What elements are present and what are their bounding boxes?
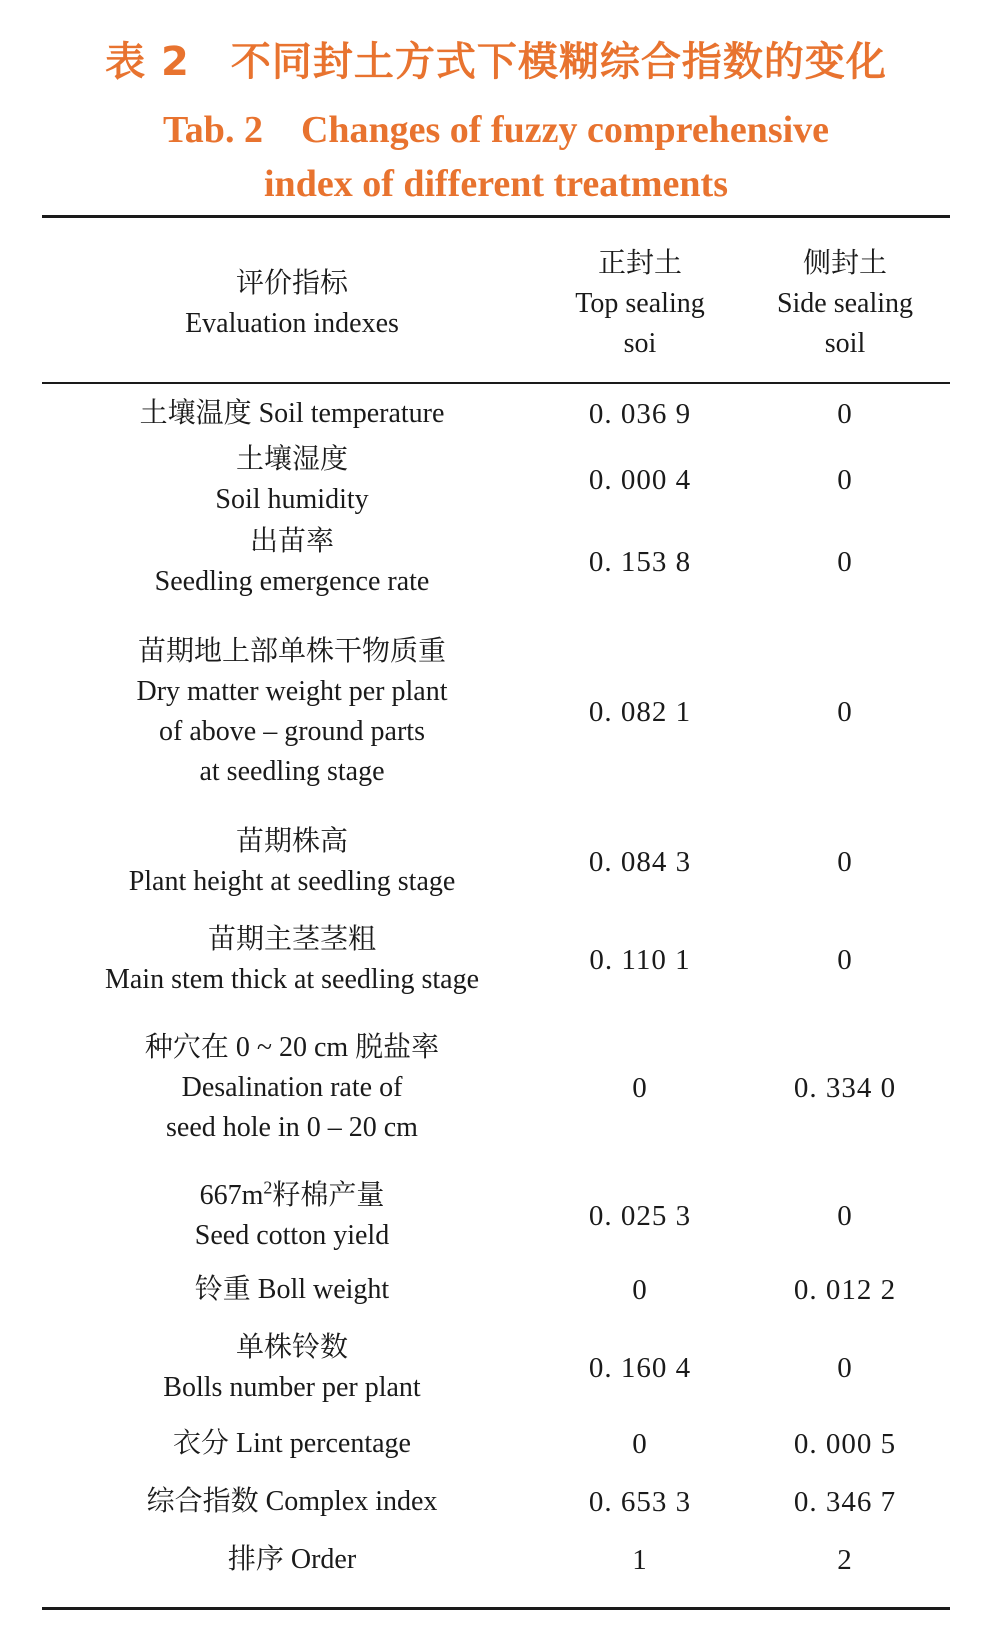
header-col2-zh: 正封土 [597, 248, 682, 279]
row-top-sealing-value: 0. 084 3 [588, 846, 692, 878]
row-top-sealing-value: 0. 082 1 [588, 696, 692, 728]
row-label-line: 衣分 Lint percentage [173, 1428, 411, 1459]
row-label-line: 单株铃数 [235, 1332, 348, 1363]
header-col3-en2: soil [824, 328, 866, 359]
row-top-sealing-value: 0. 036 9 [588, 398, 692, 430]
header-col3-zh: 侧封土 [802, 248, 887, 279]
table-row-label [42, 1176, 542, 1256]
row-label-line: seed hole in 0 – 20 cm [166, 1112, 418, 1143]
header-col1-zh: 评价指标 [235, 268, 348, 299]
row-top-sealing-value: 0 [632, 1274, 648, 1306]
row-label-line: 排序 Order [227, 1544, 357, 1575]
table-caption-english-line-2: index of different treatments [264, 163, 728, 205]
row-side-sealing-value: 0 [837, 398, 853, 430]
row-top-sealing-value: 0. 025 3 [588, 1200, 692, 1232]
row-side-sealing-value: 2 [837, 1544, 853, 1576]
row-side-sealing-value: 0 [837, 846, 853, 878]
row-label-line: 苗期地上部单株干物质重 [137, 636, 446, 667]
row-side-sealing-value: 0 [837, 944, 853, 976]
table-row-label [42, 920, 542, 1000]
row-label-line: Seedling emergence rate [154, 566, 430, 597]
table-row-label [42, 632, 542, 792]
row-label-line: 出苗率 [249, 526, 334, 557]
header-col2-en1: Top sealing [575, 288, 705, 319]
row-side-sealing-value: 0 [837, 1200, 853, 1232]
row-top-sealing-value: 0. 000 4 [588, 464, 692, 496]
row-top-sealing-value: 0. 110 1 [589, 944, 691, 976]
header-col1-en: Evaluation indexes [185, 308, 399, 339]
row-label-line: 种穴在 0 ~ 20 cm 脱盐率 [144, 1032, 440, 1063]
table-row-label [42, 522, 542, 602]
row-label-line: Soil humidity [215, 484, 369, 515]
row-label-line: 苗期主茎茎粗 [207, 924, 376, 955]
table-top-rule [42, 215, 950, 218]
row-label-area-suffix: 籽棉产量 [272, 1180, 385, 1211]
row-top-sealing-value: 0. 153 8 [588, 546, 692, 578]
row-label-line: 土壤湿度 [235, 444, 348, 475]
table-row-label [42, 1424, 542, 1464]
header-evaluation-indexes [42, 230, 542, 378]
table-row-label [42, 1482, 542, 1522]
header-top-sealing-soil [540, 230, 740, 378]
table-row-label [42, 394, 542, 434]
row-top-sealing-value: 0. 160 4 [588, 1352, 692, 1384]
table-row-label [42, 1028, 542, 1148]
row-side-sealing-value: 0 [837, 696, 853, 728]
row-label-line: 综合指数 Complex index [146, 1486, 438, 1517]
row-label-line: Desalination rate of [181, 1072, 403, 1103]
row-side-sealing-value: 0. 346 7 [793, 1486, 897, 1518]
row-top-sealing-value: 0. 653 3 [588, 1486, 692, 1518]
row-label-line: Bolls number per plant [163, 1372, 421, 1403]
table-row-label [42, 440, 542, 520]
row-label-line: Seed cotton yield [194, 1220, 390, 1251]
row-side-sealing-value: 0. 334 0 [793, 1072, 897, 1104]
header-side-sealing-soil [740, 230, 950, 378]
row-side-sealing-value: 0. 012 2 [793, 1274, 897, 1306]
row-label-line: at seedling stage [199, 756, 385, 787]
row-top-sealing-value: 1 [632, 1544, 648, 1576]
row-side-sealing-value: 0 [837, 1352, 853, 1384]
row-label-line [200, 1176, 385, 1216]
header-col3-en1: Side sealing [776, 288, 914, 319]
header-col2-en2: soi [623, 328, 657, 359]
row-side-sealing-value: 0 [837, 546, 853, 578]
row-side-sealing-value: 0 [837, 464, 853, 496]
row-label-line: 铃重 Boll weight [194, 1274, 390, 1305]
row-label-area-prefix: 667m [199, 1180, 264, 1211]
table-row-label [42, 1328, 542, 1408]
table-header-rule [42, 382, 950, 384]
row-label-superscript: 2 [263, 1177, 273, 1198]
table-bottom-rule [42, 1607, 950, 1610]
row-label-line: Main stem thick at seedling stage [104, 964, 480, 995]
table-caption-english-line-1: Tab. 2 Changes of fuzzy comprehensive [162, 109, 830, 151]
row-label-line: 苗期株高 [235, 826, 348, 857]
row-side-sealing-value: 0. 000 5 [793, 1428, 897, 1460]
row-top-sealing-value: 0 [632, 1428, 648, 1460]
row-label-line: 土壤温度 Soil temperature [139, 398, 445, 429]
table-row-label [42, 822, 542, 902]
table-row-label [42, 1540, 542, 1580]
row-label-line: Dry matter weight per plant [136, 676, 448, 707]
row-label-line: Plant height at seedling stage [128, 866, 456, 897]
row-top-sealing-value: 0 [632, 1072, 648, 1104]
table-row-label [42, 1270, 542, 1310]
table-caption-chinese: 表 2 不同封土方式下模糊综合指数的变化 [105, 39, 887, 85]
row-label-line: of above – ground parts [159, 716, 425, 747]
